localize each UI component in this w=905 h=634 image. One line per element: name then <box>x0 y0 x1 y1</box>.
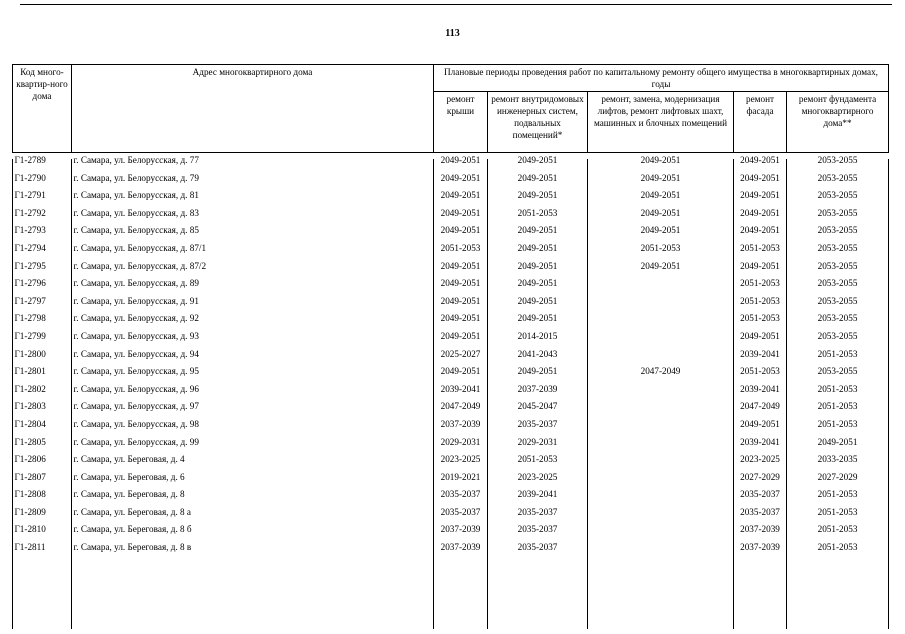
header-roof: ремонт крыши <box>434 92 488 153</box>
house-code-cell: Г1-2799 <box>14 330 46 341</box>
column-divider <box>433 159 434 629</box>
table-row <box>13 312 889 330</box>
facade-period-cell: 2049-2051 <box>740 260 780 271</box>
house-code-cell: Г1-2806 <box>14 454 46 465</box>
elevators-period-cell: 2049-2051 <box>640 260 681 271</box>
house-code-cell: Г1-2801 <box>14 366 46 377</box>
facade-period-cell: 2051-2053 <box>740 278 780 289</box>
facade-period-cell: 2027-2029 <box>740 471 780 482</box>
roof-period-cell: 2035-2037 <box>440 489 481 500</box>
elevators-period-cell <box>588 453 734 471</box>
facade-period-cell: 2049-2051 <box>740 155 780 165</box>
facade-period-cell: 2035-2037 <box>740 489 780 500</box>
systems-period-cell: 2035-2037 <box>517 506 558 517</box>
elevators-period-cell <box>588 348 734 366</box>
address-cell: г. Самара, ул. Белорусская, д. 93 <box>73 330 199 341</box>
address-cell: г. Самара, ул. Белорусская, д. 96 <box>73 383 199 394</box>
house-code-cell: Г1-2805 <box>14 436 46 447</box>
facade-period-cell: 2049-2051 <box>740 207 780 218</box>
address-cell: г. Самара, ул. Белорусская, д. 91 <box>73 295 199 306</box>
house-code-cell: Г1-2800 <box>14 348 46 359</box>
elevators-period-cell <box>588 436 734 454</box>
table-row <box>13 541 889 559</box>
table-row <box>13 488 889 506</box>
address-cell: г. Самара, ул. Береговая, д. 6 <box>73 471 185 482</box>
roof-period-cell: 2049-2051 <box>440 313 481 324</box>
roof-period-cell: 2049-2051 <box>440 172 481 183</box>
foundation-period-cell: 2051-2053 <box>817 506 858 517</box>
table-row <box>13 365 889 383</box>
foundation-period-cell: 2027-2029 <box>817 471 858 482</box>
systems-period-cell: 2041-2043 <box>517 348 558 359</box>
elevators-period-cell <box>588 312 734 330</box>
address-cell: г. Самара, ул. Береговая, д. 8 а <box>73 506 192 517</box>
elevators-period-cell <box>588 277 734 295</box>
elevators-period-cell: 2049-2051 <box>640 155 681 165</box>
elevators-period-cell: 2049-2051 <box>640 225 681 236</box>
elevators-period-cell: 2049-2051 <box>640 172 681 183</box>
elevators-period-cell <box>588 330 734 348</box>
table-row <box>13 400 889 418</box>
column-divider <box>587 159 588 629</box>
systems-period-cell: 2049-2051 <box>517 242 558 253</box>
table-row <box>13 506 889 524</box>
house-code-cell: Г1-2808 <box>14 489 46 500</box>
foundation-period-cell: 2053-2055 <box>817 295 858 306</box>
header-row-top <box>13 65 889 92</box>
roof-period-cell: 2037-2039 <box>440 418 481 429</box>
facade-period-cell: 2051-2053 <box>740 366 780 377</box>
column-divider <box>71 159 72 629</box>
repair-schedule-table <box>12 64 889 559</box>
foundation-period-cell: 2051-2053 <box>817 524 858 535</box>
house-code-cell: Г1-2802 <box>14 383 46 394</box>
address-cell: г. Самара, ул. Белорусская, д. 89 <box>73 278 199 289</box>
roof-period-cell: 2049-2051 <box>440 295 481 306</box>
facade-period-cell: 2047-2049 <box>740 401 780 412</box>
house-code-cell: Г1-2798 <box>14 313 46 324</box>
foundation-period-cell: 2053-2055 <box>817 330 858 341</box>
foundation-period-cell: 2053-2055 <box>817 313 858 324</box>
table-row <box>13 277 889 295</box>
table-row <box>13 153 889 172</box>
house-code-cell: Г1-2789 <box>14 155 46 165</box>
page-number: 113 <box>445 28 460 39</box>
address-cell: г. Самара, ул. Белорусская, д. 81 <box>73 190 199 201</box>
address-cell: г. Самара, ул. Береговая, д. 8 <box>73 489 185 500</box>
header-elevators: ремонт, замена, модернизация лифтов, ремонт лифтовых шахт, машинных и блочных помещений <box>588 92 734 153</box>
roof-period-cell: 2025-2027 <box>440 348 481 359</box>
systems-period-cell: 2051-2053 <box>517 207 558 218</box>
systems-period-cell: 2035-2037 <box>517 418 558 429</box>
house-code-cell: Г1-2803 <box>14 401 46 412</box>
house-code-cell: Г1-2794 <box>14 242 46 253</box>
roof-period-cell: 2037-2039 <box>440 524 481 535</box>
facade-period-cell: 2039-2041 <box>740 436 780 447</box>
systems-period-cell: 2049-2051 <box>517 366 558 377</box>
house-code-cell: Г1-2796 <box>14 278 46 289</box>
table-row <box>13 453 889 471</box>
elevators-period-cell <box>588 383 734 401</box>
foundation-period-cell: 2051-2053 <box>817 348 858 359</box>
foundation-period-cell: 2053-2055 <box>817 225 858 236</box>
table-border-left <box>12 159 13 629</box>
table-row <box>13 189 889 207</box>
table-body <box>13 153 889 559</box>
address-cell: г. Самара, ул. Белорусская, д. 87/1 <box>73 242 207 253</box>
foundation-period-cell: 2053-2055 <box>817 278 858 289</box>
systems-period-cell: 2049-2051 <box>517 155 558 165</box>
elevators-period-cell <box>588 471 734 489</box>
table-row <box>13 172 889 190</box>
header-periods: Плановые периоды проведения работ по капитальному ремонту общего имущества в многоквартирных домах, годы <box>434 65 889 92</box>
roof-period-cell: 2039-2041 <box>440 383 481 394</box>
house-code-cell: Г1-2797 <box>14 295 46 306</box>
roof-period-cell: 2051-2053 <box>440 242 481 253</box>
foundation-period-cell: 2053-2055 <box>817 242 858 253</box>
roof-period-cell: 2049-2051 <box>440 225 481 236</box>
facade-period-cell: 2049-2051 <box>740 330 780 341</box>
column-divider <box>786 159 787 629</box>
address-cell: г. Самара, ул. Белорусская, д. 83 <box>73 207 199 218</box>
address-cell: г. Самара, ул. Белорусская, д. 77 <box>73 155 199 165</box>
column-divider <box>487 159 488 629</box>
header-foundation: ремонт фундамента многоквартирного дома** <box>787 92 889 153</box>
table-row <box>13 295 889 313</box>
address-cell: г. Самара, ул. Береговая, д. 8 б <box>73 524 192 535</box>
elevators-period-cell <box>588 488 734 506</box>
roof-period-cell: 2049-2051 <box>440 330 481 341</box>
table-row <box>13 330 889 348</box>
table-row <box>13 471 889 489</box>
roof-period-cell: 2049-2051 <box>440 190 481 201</box>
table-row <box>13 383 889 401</box>
facade-period-cell: 2051-2053 <box>740 313 780 324</box>
facade-period-cell: 2051-2053 <box>740 242 780 253</box>
header-code: Код много-квартир-ного дома <box>13 65 72 153</box>
elevators-period-cell: 2051-2053 <box>640 242 681 253</box>
roof-period-cell: 2019-2021 <box>440 471 481 482</box>
systems-period-cell: 2049-2051 <box>517 278 558 289</box>
facade-period-cell: 2049-2051 <box>740 190 780 201</box>
facade-period-cell: 2051-2053 <box>740 295 780 306</box>
header-systems: ремонт внутридомовых инженерных систем, подвальных помещений* <box>488 92 588 153</box>
table-row <box>13 242 889 260</box>
systems-period-cell: 2039-2041 <box>517 489 558 500</box>
systems-period-cell: 2049-2051 <box>517 295 558 306</box>
table-row <box>13 348 889 366</box>
systems-period-cell: 2023-2025 <box>517 471 558 482</box>
elevators-period-cell <box>588 418 734 436</box>
foundation-period-cell: 2053-2055 <box>817 172 858 183</box>
house-code-cell: Г1-2807 <box>14 471 46 482</box>
house-code-cell: Г1-2791 <box>14 190 46 201</box>
table-row <box>13 523 889 541</box>
foundation-period-cell: 2053-2055 <box>817 366 858 377</box>
house-code-cell: Г1-2811 <box>14 542 46 553</box>
systems-period-cell: 2045-2047 <box>517 401 558 412</box>
table-row <box>13 260 889 278</box>
elevators-period-cell <box>588 506 734 524</box>
foundation-period-cell: 2049-2051 <box>817 436 858 447</box>
systems-period-cell: 2035-2037 <box>517 542 558 553</box>
systems-period-cell: 2049-2051 <box>517 313 558 324</box>
table-border-right <box>888 159 889 629</box>
systems-period-cell: 2035-2037 <box>517 524 558 535</box>
address-cell: г. Самара, ул. Белорусская, д. 85 <box>73 225 199 236</box>
systems-period-cell: 2049-2051 <box>517 190 558 201</box>
foundation-period-cell: 2033-2035 <box>817 454 858 465</box>
address-cell: г. Самара, ул. Белорусская, д. 87/2 <box>73 260 207 271</box>
table-row <box>13 207 889 225</box>
foundation-period-cell: 2053-2055 <box>817 207 858 218</box>
house-code-cell: Г1-2793 <box>14 225 46 236</box>
address-cell: г. Самара, ул. Белорусская, д. 98 <box>73 418 199 429</box>
header-address: Адрес многоквартирного дома <box>72 65 434 153</box>
address-cell: г. Самара, ул. Береговая, д. 8 в <box>73 542 192 553</box>
systems-period-cell: 2037-2039 <box>517 383 558 394</box>
facade-period-cell: 2035-2037 <box>740 506 780 517</box>
systems-period-cell: 2049-2051 <box>517 260 558 271</box>
table-row <box>13 436 889 454</box>
facade-period-cell: 2037-2039 <box>740 542 780 553</box>
roof-period-cell: 2037-2039 <box>440 542 481 553</box>
systems-period-cell: 2014-2015 <box>517 330 558 341</box>
roof-period-cell: 2035-2037 <box>440 506 481 517</box>
facade-period-cell: 2049-2051 <box>740 172 780 183</box>
foundation-period-cell: 2051-2053 <box>817 383 858 394</box>
facade-period-cell: 2049-2051 <box>740 418 780 429</box>
foundation-period-cell: 2051-2053 <box>817 418 858 429</box>
address-cell: г. Самара, ул. Белорусская, д. 92 <box>73 313 199 324</box>
house-code-cell: Г1-2809 <box>14 506 46 517</box>
systems-period-cell: 2029-2031 <box>517 436 558 447</box>
address-cell: г. Самара, ул. Белорусская, д. 95 <box>73 366 199 377</box>
header-facade: ремонт фасада <box>734 92 787 153</box>
elevators-period-cell <box>588 541 734 559</box>
foundation-period-cell: 2053-2055 <box>817 260 858 271</box>
facade-period-cell: 2049-2051 <box>740 225 780 236</box>
roof-period-cell: 2049-2051 <box>440 155 481 165</box>
elevators-period-cell: 2049-2051 <box>640 207 681 218</box>
facade-period-cell: 2037-2039 <box>740 524 780 535</box>
roof-period-cell: 2049-2051 <box>440 278 481 289</box>
elevators-period-cell: 2047-2049 <box>640 366 681 377</box>
roof-period-cell: 2047-2049 <box>440 401 481 412</box>
house-code-cell: Г1-2795 <box>14 260 46 271</box>
systems-period-cell: 2049-2051 <box>517 225 558 236</box>
roof-period-cell: 2049-2051 <box>440 260 481 271</box>
elevators-period-cell: 2049-2051 <box>640 190 681 201</box>
systems-period-cell: 2051-2053 <box>517 454 558 465</box>
facade-period-cell: 2039-2041 <box>740 383 780 394</box>
address-cell: г. Самара, ул. Белорусская, д. 94 <box>73 348 199 359</box>
house-code-cell: Г1-2810 <box>14 524 46 535</box>
roof-period-cell: 2023-2025 <box>440 454 481 465</box>
elevators-period-cell <box>588 295 734 313</box>
elevators-period-cell <box>588 523 734 541</box>
address-cell: г. Самара, ул. Белорусская, д. 79 <box>73 172 199 183</box>
top-rule <box>20 4 892 5</box>
address-cell: г. Самара, ул. Береговая, д. 4 <box>73 454 185 465</box>
address-cell: г. Самара, ул. Белорусская, д. 99 <box>73 436 199 447</box>
elevators-period-cell <box>588 400 734 418</box>
roof-period-cell: 2049-2051 <box>440 366 481 377</box>
foundation-period-cell: 2053-2055 <box>817 155 858 165</box>
house-code-cell: Г1-2804 <box>14 418 46 429</box>
address-cell: г. Самара, ул. Белорусская, д. 97 <box>73 401 199 412</box>
foundation-period-cell: 2051-2053 <box>817 542 858 553</box>
table-row <box>13 224 889 242</box>
house-code-cell: Г1-2792 <box>14 207 46 218</box>
roof-period-cell: 2029-2031 <box>440 436 481 447</box>
foundation-period-cell: 2051-2053 <box>817 401 858 412</box>
foundation-period-cell: 2051-2053 <box>817 489 858 500</box>
column-divider <box>733 159 734 629</box>
systems-period-cell: 2049-2051 <box>517 172 558 183</box>
facade-period-cell: 2023-2025 <box>740 454 780 465</box>
roof-period-cell: 2049-2051 <box>440 207 481 218</box>
facade-period-cell: 2039-2041 <box>740 348 780 359</box>
table-row <box>13 418 889 436</box>
house-code-cell: Г1-2790 <box>14 172 46 183</box>
foundation-period-cell: 2053-2055 <box>817 190 858 201</box>
